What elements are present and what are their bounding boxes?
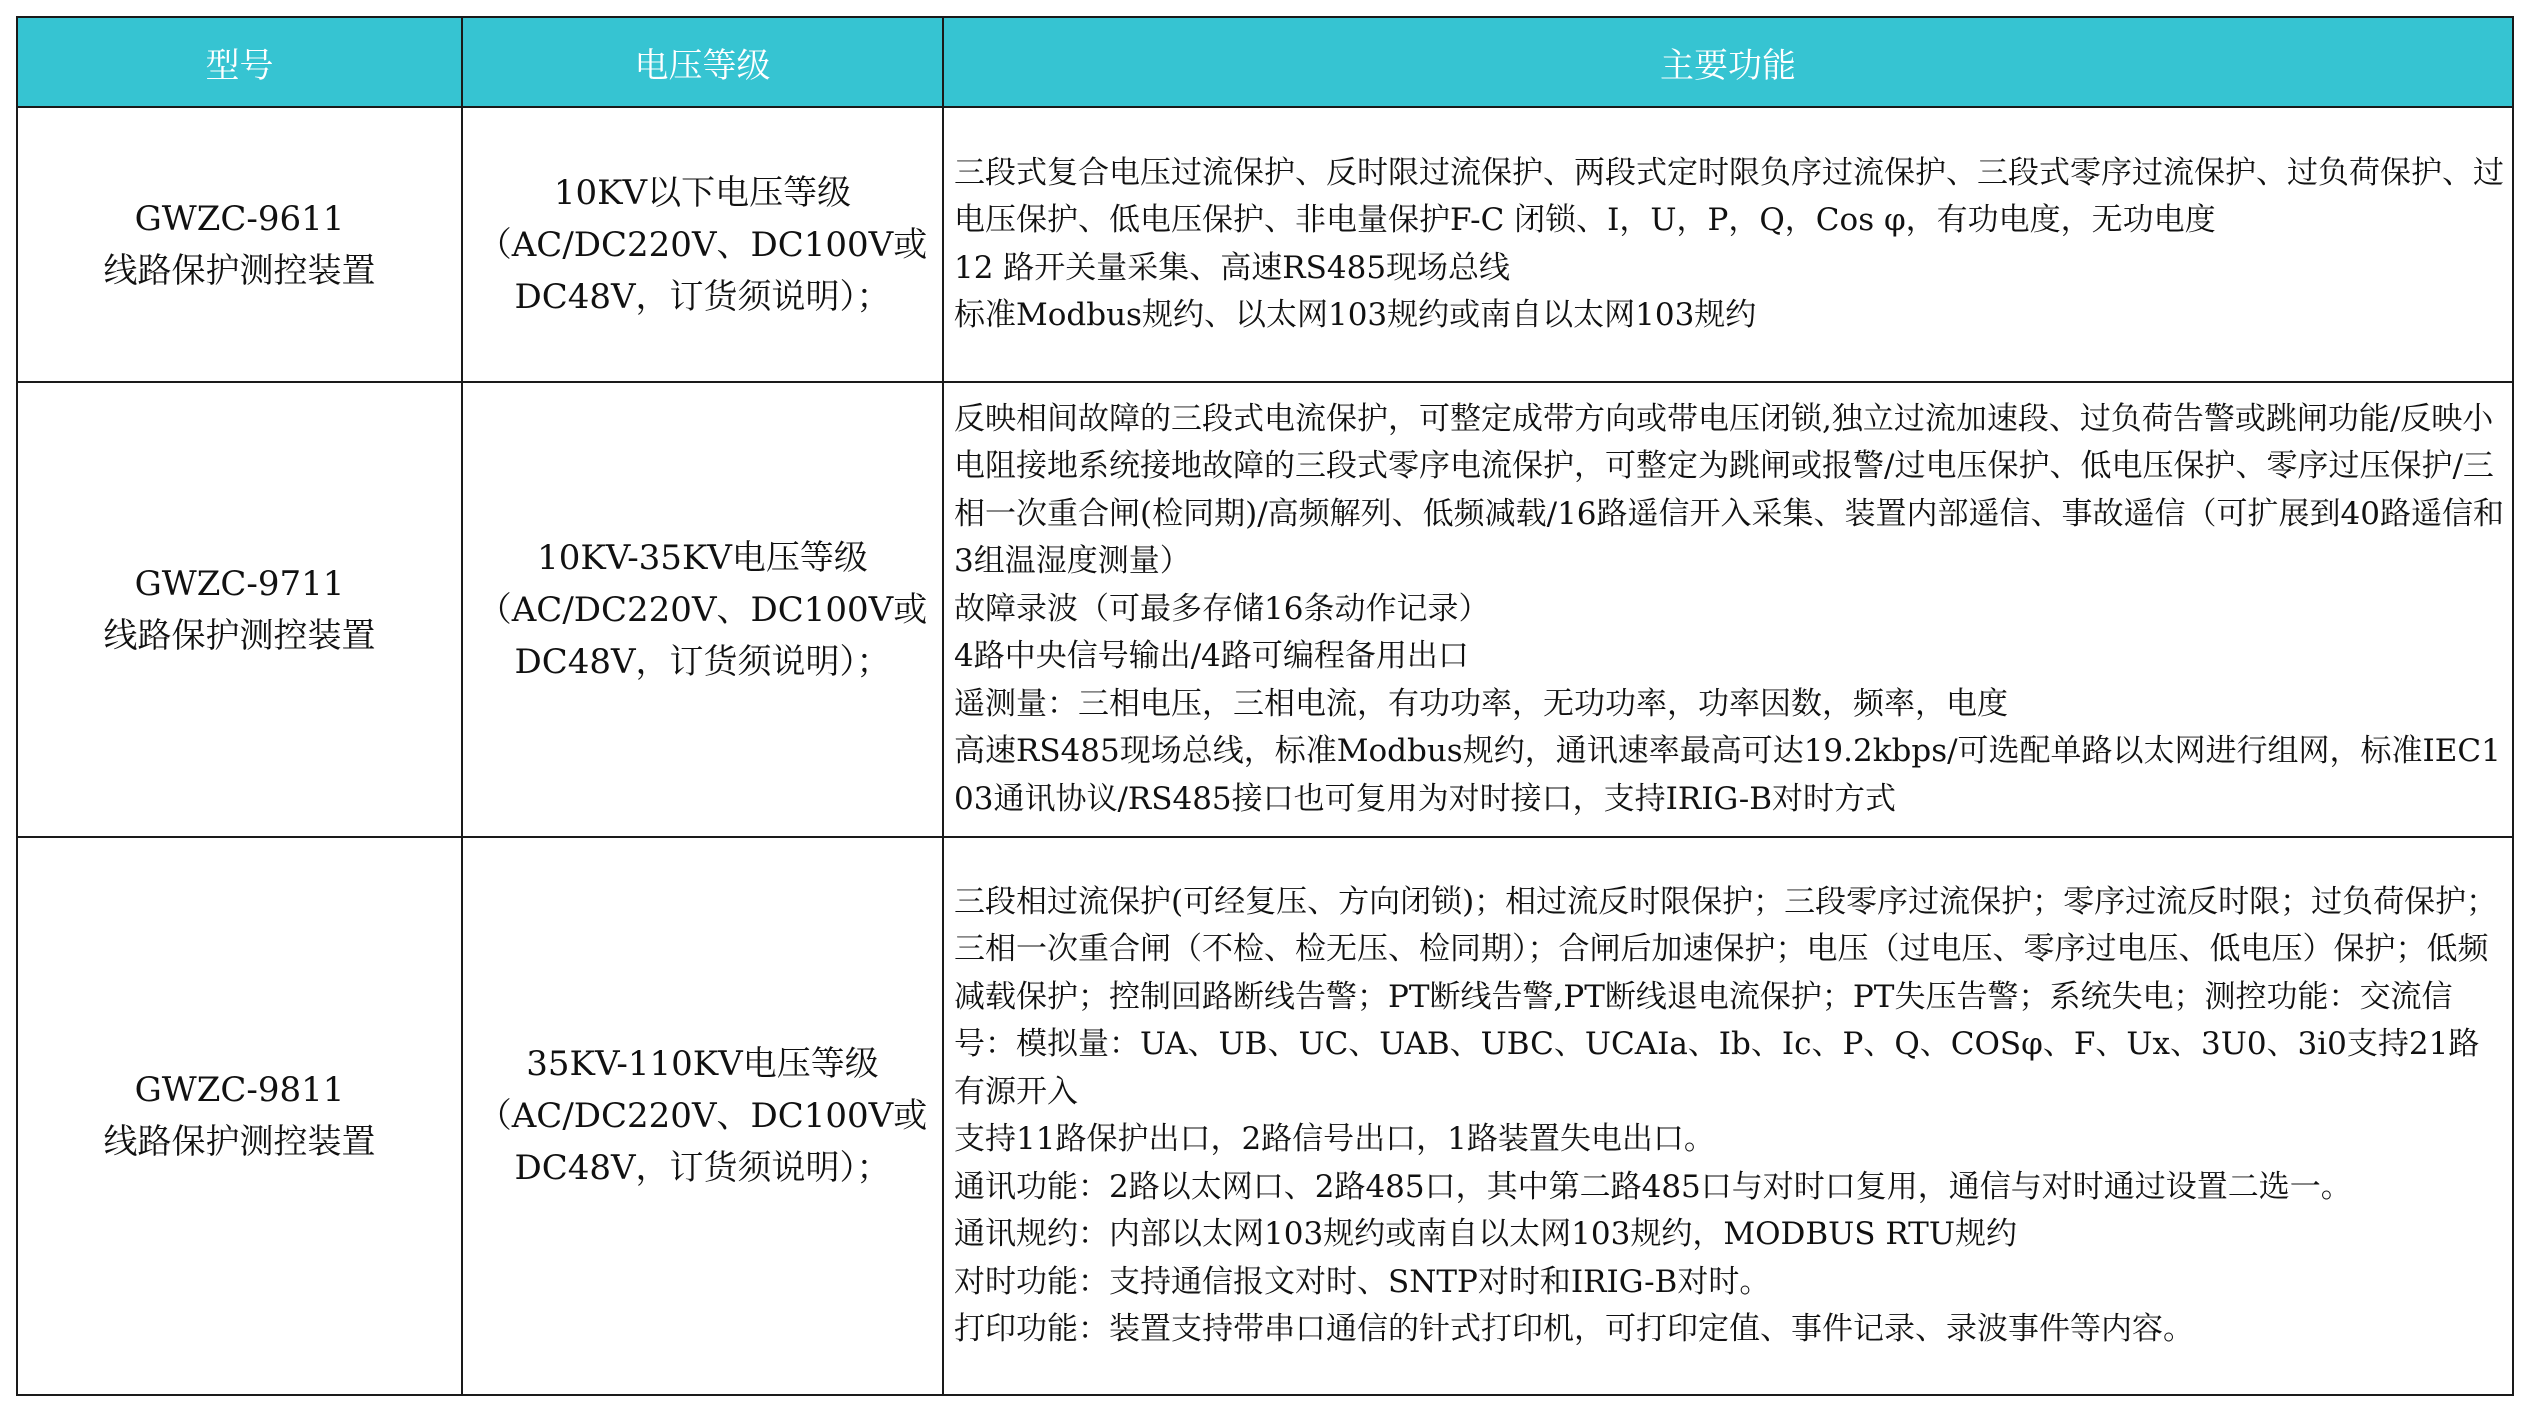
voltage-note: DC48V，订货须说明）； [514, 641, 891, 682]
voltage-level: 10KV以下电压等级 [553, 172, 852, 213]
voltage-cell [462, 382, 943, 837]
function-line: 三段式复合电压过流保护、反时限过流保护、两段式定时限负序过流保护、三段式零序过流保护、过负荷保护、过电压保护、低电压保护、非电量保护F-C 闭锁、I，U，P，Q，Cos φ，有功电度，无功电度 [954, 154, 2504, 238]
voltage-level: 10KV-35KV电压等级 [537, 537, 868, 578]
function-line: 故障录波（可最多存储16条动作记录） [954, 590, 1490, 627]
model-description: 线路保护测控装置 [103, 250, 376, 291]
voltage-supply: （AC/DC220V、DC100V或 [477, 224, 928, 265]
model-cell [17, 382, 462, 837]
voltage-supply: （AC/DC220V、DC100V或 [477, 1096, 928, 1136]
function-line: 通讯规约：内部以太网103规约或南自以太网103规约，MODBUS RTU规约 [954, 1216, 2017, 1252]
voltage-note: DC48V，订货须说明）； [514, 276, 891, 317]
function-line: 通讯功能：2路以太网口、2路485口，其中第二路485口与对时口复用，通信与对时通过设置二选一。 [954, 1168, 2352, 1205]
header-voltage-level: 电压等级 [462, 17, 943, 107]
table-row [17, 837, 2513, 1395]
product-spec-table [16, 16, 2514, 1396]
function-line: 遥测量：三相电压，三相电流，有功功率，无功功率，功率因数，频率，电度 [954, 685, 2008, 722]
function-line: 三段相过流保护(可经复压、方向闭锁)；相过流反时限保护；三段零序过流保护；零序过流反时限；过负荷保护；三相一次重合闸（不检、检无压、检同期）；合闸后加速保护；电压（过电压、零序过电压、低电压）保护；低频减载保护；控制回路断线告警；PT断线告警,PT断线退电流保护；PT失压告警；系统失电；测控功能：交流信号：模拟量：UA、UB、UC、UAB、UBC、UCAIa、Ib、Ic、P、Q、COSφ、F、Ux、3U0、3i0支持21路有源开入 [954, 883, 2498, 1110]
functions-cell [943, 107, 2513, 382]
functions-cell [943, 837, 2513, 1395]
header-main-functions: 主要功能 [943, 17, 2513, 107]
model-number: GWZC-9611 [134, 198, 345, 239]
model-number: GWZC-9711 [134, 563, 345, 604]
function-line: 打印功能：装置支持带串口通信的针式打印机，可打印定值、事件记录、录波事件等内容。 [954, 1311, 2194, 1347]
voltage-supply: （AC/DC220V、DC100V或 [477, 589, 928, 630]
table-row [17, 107, 2513, 382]
function-line: 标准Modbus规约、以太网103规约或南自以太网103规约 [954, 297, 1757, 333]
function-line: 12 路开关量采集、高速RS485现场总线 [954, 249, 1511, 286]
function-line: 支持11路保护出口，2路信号出口，1路装置失电出口。 [954, 1121, 1715, 1157]
voltage-cell [462, 107, 943, 382]
function-line: 高速RS485现场总线，标准Modbus规约，通讯速率最高可达19.2kbps/可选配单路以太网进行组网，标准IEC103通讯协议/RS485接口也可复用为对时接口，支持IRIG-B对时方式 [954, 733, 2501, 817]
table-row [17, 382, 2513, 837]
model-description: 线路保护测控装置 [103, 1122, 376, 1162]
function-line: 反映相间故障的三段式电流保护，可整定成带方向或带电压闭锁,独立过流加速段、过负荷告警或跳闸功能/反映小电阻接地系统接地故障的三段式零序电流保护，可整定为跳闸或报警/过电压保护、低电压保护、零序过压保护/三相一次重合闸(检同期)/高频解列、低频减载/16路遥信开入采集、装置内部遥信、事故遥信（可扩展到40路遥信和3组温湿度测量） [954, 400, 2504, 580]
model-cell [17, 837, 462, 1395]
function-line: 4路中央信号输出/4路可编程备用出口 [954, 638, 1469, 675]
voltage-level: 35KV-110KV电压等级 [526, 1044, 879, 1084]
model-number: GWZC-9811 [134, 1070, 345, 1110]
header-row [17, 17, 2513, 107]
voltage-cell [462, 837, 943, 1395]
function-line: 对时功能：支持通信报文对时、SNTP对时和IRIG-B对时。 [954, 1263, 1771, 1300]
model-cell [17, 107, 462, 382]
header-model: 型号 [17, 17, 462, 107]
functions-cell [943, 382, 2513, 837]
model-description: 线路保护测控装置 [103, 615, 376, 656]
voltage-note: DC48V，订货须说明）； [514, 1148, 891, 1188]
